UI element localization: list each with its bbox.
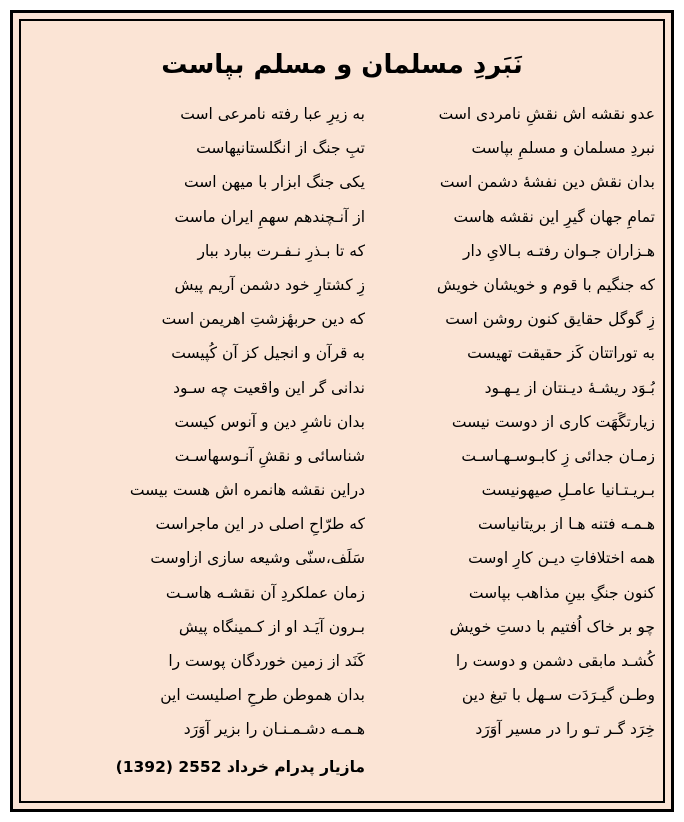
verse-right-6: که جنگیم با قوم و خویشان خویش — [436, 275, 655, 294]
verse-right-1: عدو نقشه اش نقشِ نامردی است — [438, 105, 655, 123]
right-verse-column — [365, 97, 655, 747]
verse-left-18: بدان هموطن طرحِ اصلیست این — [160, 686, 365, 705]
verse-left-10: بدان ناشرِ دین و آنوس کیست — [174, 412, 365, 431]
verse-left-11: شناسائی و نقشِ آنـوسهاسـت — [174, 446, 365, 465]
verse-left-12: دراین نقشه هانمره اش هست بیست — [129, 481, 365, 500]
verse-right-3: بدان نقش دین نفشهٔ دشمن است — [439, 173, 655, 192]
verse-left-19: هـمـه دشـمـنـان را بزیر آوَرَد — [183, 720, 365, 739]
verse-right-11: زمـان جدائی زِ کابـوسـهـاسـت — [461, 446, 655, 465]
verse-right-2: نبردِ مسلمان و مسلمِ بپاست — [471, 139, 655, 158]
signature-line: مازیار پدرام خرداد 2552 (1392) — [115, 758, 365, 776]
poem-page — [10, 10, 674, 812]
verse-left-8: به قرآن و انجیل کز آن کُپیست — [171, 344, 365, 363]
verse-right-10: زیارتگَهَت کاری از دوست نیست — [451, 412, 655, 431]
verse-left-4: از آنـچندهم سهمِ ایران ماست — [174, 207, 365, 226]
left-verse-column — [75, 97, 365, 747]
verse-left-5: که تا بـذرِ نـفـرت ببارد ببار — [197, 241, 365, 260]
verse-left-6: زِ کشتارِ خود دشمن آریم پیش — [174, 275, 365, 294]
verse-left-1: به زیرِ عبا رفته نامرعی است — [180, 105, 365, 123]
verse-left-16: بـرون آیَـد او از کـمینگاه پیش — [178, 617, 365, 636]
verse-right-16: چو بر خاک اُفتیم با دستِ خویش — [449, 617, 655, 636]
verse-right-13: هـمـه فتنه هـا از بریتانیاست — [477, 515, 655, 534]
verse-right-8: به توراتتان کَز حقیقت تهیست — [467, 344, 655, 363]
verse-left-14: سَلَف،سنّی وشیعه سازی ازاوست — [150, 549, 365, 568]
verse-left-15: زمان عملکردِ آن نقشـه هاسـت — [165, 583, 365, 602]
verse-right-19: خِرَد گـر تـو را در مسیر آوَرَد — [475, 720, 655, 739]
verse-right-4: تمامِ جهان گیرِ این نقشه هاست — [453, 207, 655, 226]
verse-right-17: کُشـد مابقی دشمن و دوست را — [455, 652, 655, 670]
verse-left-3: یکی جنگ ابزار با میهن است — [184, 173, 365, 192]
verse-right-18: وطـن گیـرَدَت سـهل با تیغ دین — [461, 686, 655, 705]
poem-title: نَبَردِ مسلمان و مسلم بپاست — [161, 50, 523, 80]
verse-left-7: که دین حربهٔزشتِ اهریمن است — [161, 310, 365, 329]
verse-right-5: هـزاران جـوان رفتـه بـالایِ دار — [463, 241, 655, 260]
verse-left-9: ندانی گر این واقعیت چه سـود — [173, 378, 365, 397]
verse-left-2: تبِ جنگ از انگلستانیهاست — [196, 139, 365, 158]
verse-right-15: کنون جنگِ بینِ مذاهب بپاست — [468, 583, 655, 602]
verse-right-9: بُـوَد ریشـهٔ دیـنتان از یـهـود — [484, 378, 655, 397]
verse-right-12: بـریـتـانیا عامـلِ صیهونیست — [481, 481, 655, 500]
verse-right-7: زِ گوگل حقایق کنون روشن است — [445, 310, 655, 329]
verse-left-13: که طرّاحِ اصلی در این ماجراست — [155, 515, 365, 534]
verse-left-17: کَنَد از زمین خوردگان پوست را — [168, 652, 365, 670]
verse-right-14: همه اختلافاتِ دیـن کارِ اوست — [468, 549, 655, 568]
